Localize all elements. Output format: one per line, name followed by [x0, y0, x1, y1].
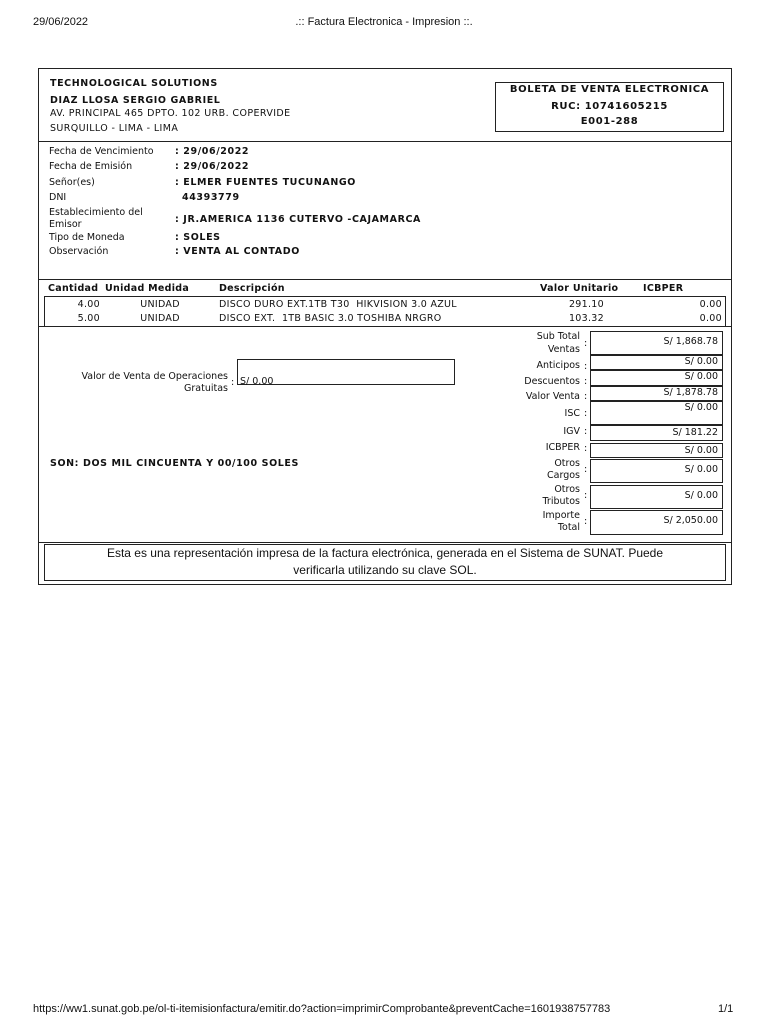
total-value-valor-venta: S/ 1,878.78 — [590, 386, 723, 401]
table-row-2-icbper: 0.00 — [699, 313, 722, 324]
total-colon: : — [584, 516, 588, 527]
amount-in-words: SON: DOS MIL CINCUENTA Y 00/100 SOLES — [50, 458, 299, 469]
total-colon: : — [584, 464, 588, 475]
total-colon: : — [584, 443, 588, 454]
total-value-isc: S/ 0.00 — [590, 401, 723, 425]
total-label-valor-venta: Valor Venta — [525, 391, 580, 402]
table-row-1-cantidad: 4.00 — [77, 299, 100, 310]
total-colon: : — [584, 490, 588, 501]
col-header-valor-unitario: Valor Unitario — [540, 283, 619, 294]
footer-note-line-2: verificarla utilizando su clave SOL. — [293, 563, 477, 577]
field-value-moneda: : SOLES — [175, 232, 221, 243]
total-value-descuentos: S/ 0.00 — [590, 370, 723, 386]
table-right-border — [725, 296, 726, 326]
print-date: 29/06/2022 — [33, 16, 89, 28]
total-colon: : — [584, 426, 588, 437]
table-row-2-cantidad: 5.00 — [77, 313, 100, 324]
field-value-senores: : ELMER FUENTES TUCUNANGO — [175, 177, 356, 188]
field-label-dni: DNI — [49, 192, 67, 203]
document-type: BOLETA DE VENTA ELECTRONICA — [509, 84, 710, 95]
gratuitas-label-1: Valor de Venta de Operaciones — [81, 371, 228, 382]
total-label-isc: ISC — [564, 408, 580, 419]
total-label-subtotal: Sub Total — [536, 331, 580, 342]
total-label-importe-total: Importe — [542, 510, 580, 521]
total-colon: : — [584, 408, 588, 419]
table-row-2-unidad: UNIDAD — [140, 313, 180, 324]
col-header-cantidad: Cantidad — [48, 283, 99, 294]
page-title: .:: Factura Electronica - Impresion ::. — [295, 16, 473, 28]
field-label-establecimiento-2: Emisor — [49, 219, 82, 230]
field-label-senores: Señor(es) — [49, 177, 95, 188]
total-value-igv: S/ 181.22 — [590, 425, 723, 441]
field-label-vencimiento: Fecha de Vencimiento — [49, 146, 154, 157]
total-value-anticipos: S/ 0.00 — [590, 355, 723, 370]
issuer-city: SURQUILLO - LIMA - LIMA — [50, 123, 179, 134]
field-label-emision: Fecha de Emisión — [49, 161, 133, 172]
total-label-igv: IGV — [563, 426, 580, 437]
total-value-otros-tributos: S/ 0.00 — [590, 485, 723, 509]
table-row-2-descripcion: DISCO EXT. 1TB BASIC 3.0 TOSHIBA NRGRO — [219, 313, 442, 324]
table-row-1-valor: 291.10 — [568, 299, 604, 310]
print-url: https://ww1.sunat.gob.pe/ol-ti-itemisionfactura/emitir.do?action=imprimirComprobante&preventCache=1601938757783 — [33, 1003, 611, 1015]
total-label-icbper: ICBPER — [545, 442, 580, 453]
document-number: E001-288 — [580, 116, 639, 127]
total-value-subtotal: S/ 1,868.78 — [590, 331, 723, 355]
issuer-address: AV. PRINCIPAL 465 DPTO. 102 URB. COPERVIDE — [50, 108, 291, 119]
issuer-company: TECHNOLOGICAL SOLUTIONS — [50, 78, 218, 89]
total-label-subtotal-2: Ventas — [547, 344, 580, 355]
total-value-importe-total: S/ 2,050.00 — [590, 510, 723, 535]
total-value-icbper: S/ 0.00 — [590, 443, 723, 458]
field-value-dni: 44393779 — [182, 192, 240, 203]
table-row-2-valor: 103.32 — [568, 313, 604, 324]
total-colon: : — [584, 361, 588, 372]
col-header-descripcion: Descripción — [219, 283, 285, 294]
issuer-name: DIAZ LLOSA SERGIO GABRIEL — [50, 95, 221, 106]
total-colon: : — [584, 338, 588, 349]
table-row-1-descripcion: DISCO DURO EXT.1TB T30 HIKVISION 3.0 AZUL — [219, 299, 457, 310]
gratuitas-colon: : — [231, 377, 235, 388]
table-row-1-unidad: UNIDAD — [140, 299, 180, 310]
total-label-otros-cargos: Otros — [554, 458, 580, 469]
total-label-anticipos: Anticipos — [536, 360, 580, 371]
footer-divider — [38, 542, 732, 543]
gratuitas-value: S/ 0.00 — [240, 376, 274, 387]
field-value-emision: : 29/06/2022 — [175, 161, 250, 172]
col-header-icbper: ICBPER — [643, 283, 684, 294]
field-value-observacion: : VENTA AL CONTADO — [175, 246, 300, 257]
gratuitas-label-2: Gratuitas — [184, 383, 228, 394]
page-number: 1/1 — [718, 1003, 734, 1015]
table-header-line — [44, 296, 726, 297]
col-header-unidad: Unidad Medida — [105, 283, 190, 294]
table-row-1-icbper: 0.00 — [699, 299, 722, 310]
footer-note-line-1: Esta es una representación impresa de la factura electrónica, generada en el Sistema de SUNAT. Puede — [106, 546, 664, 560]
total-label-otros-cargos-2: Cargos — [547, 470, 580, 481]
table-top-line — [38, 279, 732, 280]
total-label-importe-total-2: Total — [557, 522, 580, 533]
field-value-vencimiento: : 29/06/2022 — [175, 146, 250, 157]
total-label-otros-tributos-2: Tributos — [542, 496, 580, 507]
field-value-establecimiento: : JR.AMERICA 1136 CUTERVO -CAJAMARCA — [175, 214, 422, 225]
field-label-observacion: Observación — [49, 246, 109, 257]
total-label-otros-tributos: Otros — [554, 484, 580, 495]
field-label-moneda: Tipo de Moneda — [49, 232, 125, 243]
total-colon: : — [584, 376, 588, 387]
header-divider — [38, 141, 732, 142]
document-ruc: RUC: 10741605215 — [551, 101, 668, 112]
total-colon: : — [584, 391, 588, 402]
table-bottom-line — [38, 326, 732, 327]
total-value-otros-cargos: S/ 0.00 — [590, 459, 723, 483]
table-left-border — [44, 296, 45, 326]
total-label-descuentos: Descuentos — [524, 376, 580, 387]
field-label-establecimiento: Establecimiento del — [49, 207, 143, 218]
